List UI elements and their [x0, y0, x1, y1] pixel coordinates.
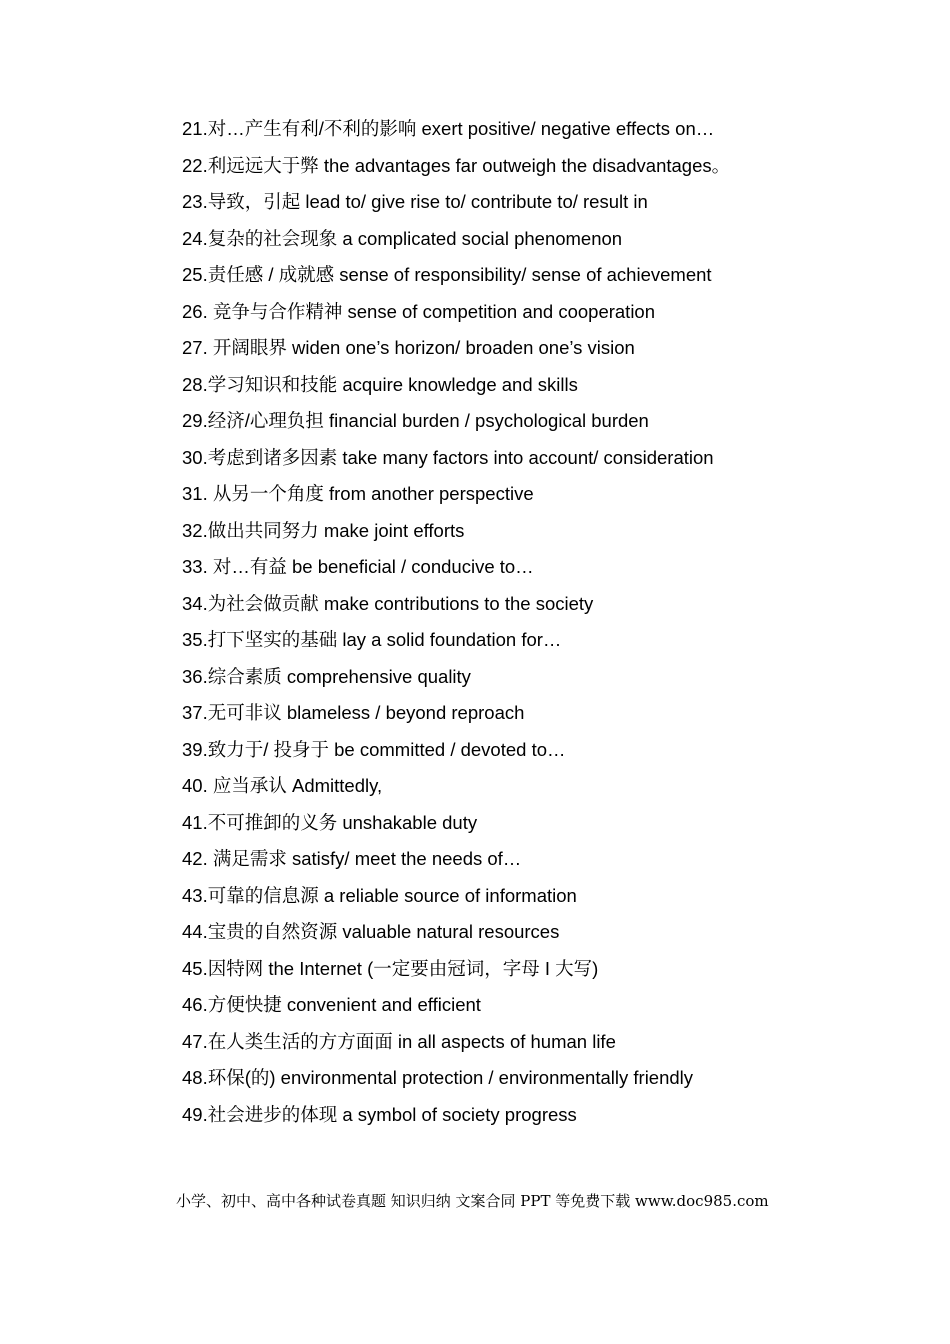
phrase-entry: 29.经济/心理负担 financial burden / psychological burden — [182, 410, 649, 431]
phrase-entry: 27. 开阔眼界 widen one’s horizon/ broaden one’s vision — [182, 337, 635, 358]
phrase-entry: 47.在人类生活的方方面面 in all aspects of human life — [182, 1030, 616, 1052]
phrase-entry: 30.考虑到诸多因素 take many factors into account/ consideration — [182, 446, 714, 468]
phrase-entry: 41.不可推卸的义务 unshakable duty — [182, 811, 478, 833]
phrase-entry: 23.导致，引起 lead to/ give rise to/ contribute to/ result in — [182, 191, 648, 212]
phrase-entry: 37.无可非议 blameless / beyond reproach — [182, 702, 525, 723]
phrase-entry: 22.利远远大于弊 the advantages far outweigh the disadvantages。 — [182, 154, 731, 176]
phrase-entry: 48.环保(的) environmental protection / environmentally friendly — [182, 1067, 694, 1088]
phrase-entry: 31. 从另一个角度 from another perspective — [182, 483, 534, 504]
phrase-entry: 35.打下坚实的基础 lay a solid foundation for… — [182, 629, 562, 650]
phrase-entry: 40. 应当承认 Admittedly, — [182, 775, 383, 796]
page-footer: 小学、初中、高中各种试卷真题 知识归纳 文案合同 PPT 等免费下载 www.doc985.com — [176, 1192, 769, 1210]
phrase-entry: 49.社会进步的体现 a symbol of society progress — [182, 1103, 577, 1125]
phrase-entry: 24.复杂的社会现象 a complicated social phenomenon — [182, 227, 623, 249]
phrase-entry: 46.方便快捷 convenient and efficient — [182, 994, 481, 1015]
phrase-entry: 21.对…产生有利/不利的影响 exert positive/ negative effects on… — [182, 118, 715, 139]
phrase-entry: 28.学习知识和技能 acquire knowledge and skills — [182, 373, 578, 395]
phrase-entry: 32.做出共同努力 make joint efforts — [182, 519, 465, 541]
phrase-entry: 39.致力于/ 投身于 be committed / devoted to… — [182, 738, 566, 760]
phrase-entry: 25.责任感 / 成就感 sense of responsibility/ sense of achievement — [182, 264, 712, 285]
phrase-entry: 43.可靠的信息源 a reliable source of information — [182, 884, 577, 906]
phrase-entry: 36.综合素质 comprehensive quality — [182, 665, 471, 687]
phrase-entry: 45.因特网 the Internet (一定要由冠词，字母 I 大写) — [182, 957, 599, 979]
phrase-entry: 34.为社会做贡献 make contributions to the society — [182, 592, 594, 614]
phrase-list — [182, 111, 882, 1133]
phrase-entry: 44.宝贵的自然资源 valuable natural resources — [182, 921, 560, 942]
phrase-entry: 33. 对…有益 be beneficial / conducive to… — [182, 556, 534, 577]
phrase-entry: 42. 满足需求 satisfy/ meet the needs of… — [182, 848, 522, 869]
phrase-entry: 26. 竞争与合作精神 sense of competition and cooperation — [182, 300, 656, 322]
